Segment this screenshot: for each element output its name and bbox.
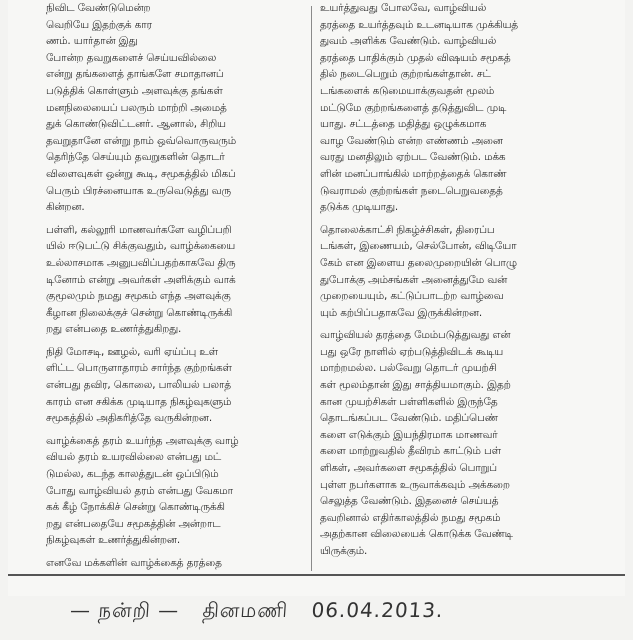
text-line: முறையையும், கட்டுப்பாடற்ற வாழ்வை [320,290,504,303]
text-line: தடுக்க முடியாது. [320,201,399,214]
text-line: பது ஒரே நாளில் ஏற்படுத்திவிடக் கூடிய [320,345,504,358]
text-line: போன்ற தவறுகளைச் செய்யவில்லை [46,51,217,64]
text-line: சமூகத்தில் அதிகரித்தே வருகின்றன. [46,412,213,425]
text-line: வாழ வேண்டும் என்ற எண்ணம் அனை [320,134,503,147]
text-line: என்பது தவிர, கொலை, பாலியல் பலாத் [46,379,231,392]
text-line: துபோக்கு அம்சங்கள் அனைத்துமே வன் [320,273,508,286]
text-line: டுமல்ல, கடந்த காலத்துடன் ஒப்பிடும் [46,468,219,481]
text-line: தரத்தை உயர்த்தவும் உடனடியாக முக்கியத் [320,18,518,31]
text-line: களை எடுக்கும் இயந்திரமாக மாணவர் [320,428,498,441]
text-line: டினோம் என்று அவர்கள் அளிக்கும் வாக் [46,273,236,286]
right-column [320,0,595,560]
left-column [46,0,306,572]
text-line: எனவே மக்களின் வாழ்க்கைத் தரத்தை [46,557,222,569]
text-line: குமூலமும் நமது சமூகம் எந்த அளவுக்கு [46,290,231,303]
credit-prefix: — நன்றி — [69,598,181,622]
text-line: போது வாழ்வியல் தரம் என்பது வேகமா [46,484,233,497]
text-line: றது என்பதை உணர்த்துகிறது. [46,323,182,336]
text-line: தில் நடைபெறும் குற்றங்கள்தான். சட் [320,68,491,81]
text-line: ளிகள், அவர்களை சமூகத்தில் பொறுப் [320,462,497,475]
text-line: தவறினால் எதிர்காலத்தில் நமது சமூகம் [320,511,501,524]
text-line: கள் மூலம்தான் இது சாத்தியமாகும். இதற் [320,379,511,392]
column-divider [311,6,312,571]
text-line: நிதி மோசடி, ஊழல், வரி ஏய்ப்பு உள் [46,345,218,358]
text-line: துவம் அளிக்க வேண்டும். வாழ்வியல் [320,35,497,48]
text-line: உல்லாசமாக அனுபவிப்பதற்காகவே திரு [46,256,236,269]
text-line: துக் கொண்டுவிட்டனர். ஆனால், சிறிய [46,118,226,131]
text-line: யும் கற்பிப்பதாகவே இருக்கின்றன. [320,306,483,319]
publication-date: 06.04.2013. [310,598,445,622]
text-line: யிருக்கும். [320,545,368,557]
text-line: விளைவுகள் ஒன்று கூடி, சமூகத்தில் மிகப் [46,167,236,180]
text-line: வாழ்க்கைத் தரம் உயர்ந்த அளவுக்கு வாழ் [46,434,239,447]
text-line: டுவராமல் குற்றங்கள் நடைபெறுவதைத் [320,184,503,197]
text-line: கான முயற்சிகள் பள்ளிகளில் இருந்தே [320,395,498,408]
text-line: மட்டுமே குற்றங்களைத் தடுத்துவிட முடி [320,101,507,114]
text-line: டங்களைக் கடுமையாக்குவதன் மூலம் [320,84,495,97]
text-line: யாது. சட்டத்தை மதித்து ஒழுக்கமாக [320,118,487,131]
text-line: வாழ்வியல் தரத்தை மேம்படுத்துவது என் [320,329,511,342]
text-line: தவறுதானே என்று நாம் ஒவ்வொருவரும் [46,134,236,147]
text-line: வியல் தரம் உயரவில்லை என்பது மட் [46,451,222,464]
source-credit [69,598,460,625]
text-line: கீழான நிலைக்குச் சென்று கொண்டிருக்கி [46,306,233,319]
text-line: நிகழ்வுகள் உணர்த்துகின்றன. [46,534,181,547]
text-line: கின்றன. [46,201,85,214]
text-line: றது என்பதையே சமூகத்தின் அன்றாட [46,517,221,530]
source-name: தினமணி [201,598,290,622]
text-line: வெறியே இதற்குக் கார [46,18,152,31]
text-line: ளின் மனப்பாங்கில் மாற்றத்தைக் கொண் [320,167,507,180]
text-line: பள்ளி, கல்லூரி மாணவர்களே வழிப்பறி [46,223,232,236]
text-line: மனநிலையைப் பலரும் மாற்றி அமைத் [46,101,227,114]
text-line: வரது மனதிலும் ஏற்பட வேண்டும். மக்க [320,151,506,164]
text-line: தொடங்கப்பட வேண்டும். மதிப்பெண் [320,412,498,425]
text-line: நிவிட வேண்டுமென்ற [46,2,151,14]
text-line: டங்கள், இணையம், செல்போன், விடியோ [320,240,517,253]
text-line: காரம் என சகிக்க முடியாத நிகழ்வுகளும் [46,395,232,408]
text-line: செலுத்த வேண்டும். இதனைச் செய்யத் [320,495,499,508]
text-line: தரத்தை பாதிக்கும் முதல் விஷயம் சமூகத் [320,51,511,64]
text-line: புள்ள நபர்களாக உருவாக்கவும் அக்கறை [320,478,510,491]
text-line: ணம். யார்தான் இது [46,35,138,48]
text-line: தொலைக்காட்சி நிகழ்ச்சிகள், திரைப்ப [320,223,495,236]
text-line: கேம் என இளைய தலைமுறையின் பொழு [320,256,517,269]
text-line: பெரும் பிரச்னையாக உருவெடுத்து வரு [46,184,231,197]
text-line: ளிட்ட பொருளாதாரம் சார்ந்த குற்றங்கள் [46,362,232,375]
text-line: மாற்றமல்ல. பல்வேறு தொடர் முயற்சி [320,362,497,375]
bottom-rule [8,574,625,576]
text-line: கக் கீழ் நோக்கிச் சென்று கொண்டிருக்கி [46,501,225,514]
text-line: அதற்கான விலையைக் கொடுக்க வேண்டி [320,528,513,541]
newspaper-clipping [8,0,625,596]
text-line: யில் ஈடுபட்டு சிக்குவதும், வாழ்க்கையை [46,240,236,253]
text-line: படுத்திக் கொள்ளும் அளவுக்கு தங்கள் [46,84,223,97]
text-line: களை மாற்றுவதில் தீவிரம் காட்டும் பள் [320,445,501,458]
text-line: தெரிந்தே செய்யும் தவறுகளின் தொடர் [46,151,225,164]
text-line: உயர்த்துவது போலவே, வாழ்வியல் [320,2,487,14]
text-line: என்று தங்களைத் தாங்களே சமாதானப் [46,68,224,81]
